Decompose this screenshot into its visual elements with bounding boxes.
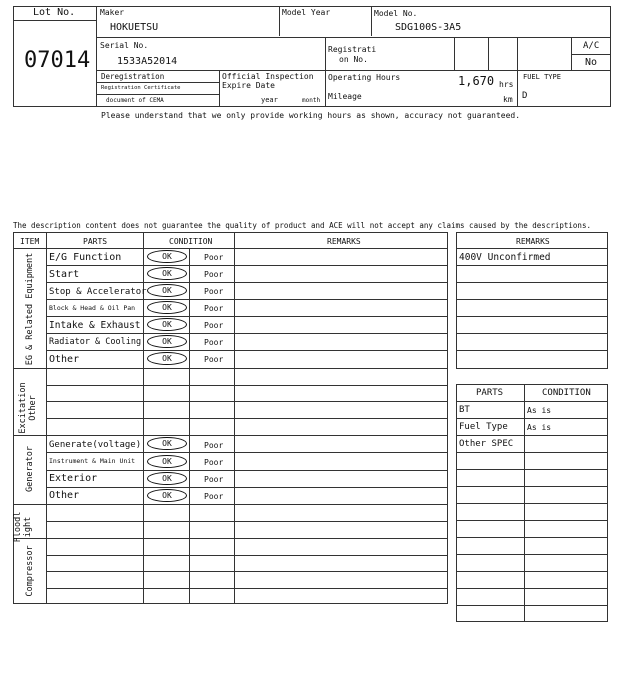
poor-label: Poor (204, 338, 224, 347)
poor-label: Poor (204, 475, 224, 484)
registration-no-label: Registrati (328, 45, 377, 54)
spec-part-fuel-type: Fuel Type (459, 422, 508, 432)
ok-circled: OK (147, 472, 187, 485)
poor-label: Poor (204, 492, 224, 501)
poor-label: Poor (204, 321, 224, 330)
maker-label: Maker (100, 8, 125, 17)
spec-condition-fuel-type: As is (527, 423, 552, 432)
group-label-generator: Generator (25, 445, 35, 493)
ok-circled: OK (147, 301, 187, 314)
ok-circled: OK (147, 284, 187, 297)
floodlight-label: Floodlight (13, 511, 33, 543)
ac-label: A/C (583, 41, 600, 51)
col-item-header: ITEM (20, 237, 40, 246)
mileage-label: Mileage (328, 92, 362, 101)
lot-no-value: 07014 (24, 48, 91, 73)
part-other-eg: Other (49, 354, 80, 365)
part-radiator-cooling: Radiator & Cooling (49, 337, 142, 347)
col-remarks-header: REMARKS (327, 237, 361, 246)
operating-hours-label: Operating Hours (328, 73, 401, 82)
ac-value: No (585, 57, 598, 68)
notice-text: The description content does not guarantee the quality of product and ACE will not accept any claims caused by the descriptions. (13, 221, 591, 230)
cema-document-label: document of CEMA (106, 97, 164, 104)
inspection-label: Official Inspection (222, 72, 314, 81)
spec-part-other-spec: Other SPEC (459, 439, 514, 449)
operating-hours-value: 1,670 (458, 74, 495, 88)
group-label-eg: EG & Related Equipment (25, 252, 35, 366)
fuel-type-value: D (522, 91, 528, 101)
spec-condition-bt: As is (527, 406, 552, 415)
part-exterior: Exterior (49, 473, 98, 484)
excitation-label: Excitation Other (18, 382, 38, 434)
serial-no-value: 1533A52014 (117, 56, 178, 67)
spec-condition-header: CONDITION (542, 388, 591, 398)
group-label-compressor: Compressor (25, 545, 35, 597)
remarks-header: REMARKS (516, 237, 550, 246)
model-year-label: Model Year (282, 8, 331, 17)
hrs-unit: hrs (499, 80, 514, 89)
col-parts-header: PARTS (83, 237, 108, 246)
ok-circled: OK (147, 489, 187, 502)
poor-label: Poor (204, 270, 224, 279)
ok-circled: OK (147, 437, 187, 450)
part-generate-voltage: Generate(voltage) (49, 440, 142, 450)
spec-parts-header: PARTS (476, 388, 504, 398)
part-eg-function: E/G Function (49, 252, 122, 263)
model-no-value: SDG100S-3A5 (395, 22, 462, 33)
ok-circled: OK (147, 455, 187, 468)
inspection-label-2: Expire Date (222, 81, 275, 90)
poor-label: Poor (204, 441, 224, 450)
year-label: year (261, 96, 278, 104)
col-condition-header: CONDITION (169, 237, 213, 246)
ok-circled: OK (147, 352, 187, 365)
remarks-value: 400V Unconfirmed (459, 252, 551, 263)
ok-circled: OK (147, 335, 187, 348)
lot-no-label: Lot No. (33, 7, 76, 18)
km-unit: km (503, 95, 513, 104)
ok-circled: OK (147, 318, 187, 331)
part-instrument-main-unit: Instrument & Main Unit (49, 457, 136, 465)
part-intake-exhaust: Intake & Exhaust (49, 320, 141, 331)
part-stop-accelerator: Stop & Accelerator (49, 287, 147, 297)
registration-certificate-label: Registration Certificate (101, 85, 181, 91)
deregistration-label: Deregistration (101, 72, 165, 81)
spec-part-bt: BT (459, 405, 470, 415)
maker-value: HOKUETSU (110, 22, 159, 33)
poor-label: Poor (204, 304, 224, 313)
poor-label: Poor (204, 355, 224, 364)
part-other-generator: Other (49, 490, 80, 501)
serial-no-label: Serial No. (100, 41, 149, 50)
part-start: Start (49, 269, 80, 280)
registration-no-label-2: on No. (339, 55, 368, 64)
fuel-type-label: FUEL TYPE (523, 73, 561, 81)
model-no-label: Model No. (374, 9, 418, 18)
poor-label: Poor (204, 458, 224, 467)
ok-circled: OK (147, 267, 187, 280)
ok-circled: OK (147, 250, 187, 263)
part-block-head-oil-pan: Block & Head & Oil Pan (49, 304, 136, 312)
group-label-excitation (18, 373, 42, 443)
disclaimer-text: Please understand that we only provide working hours as shown, accuracy not guaranteed. (101, 111, 521, 120)
poor-label: Poor (204, 253, 224, 262)
poor-label: Poor (204, 287, 224, 296)
month-label: month (302, 97, 321, 104)
